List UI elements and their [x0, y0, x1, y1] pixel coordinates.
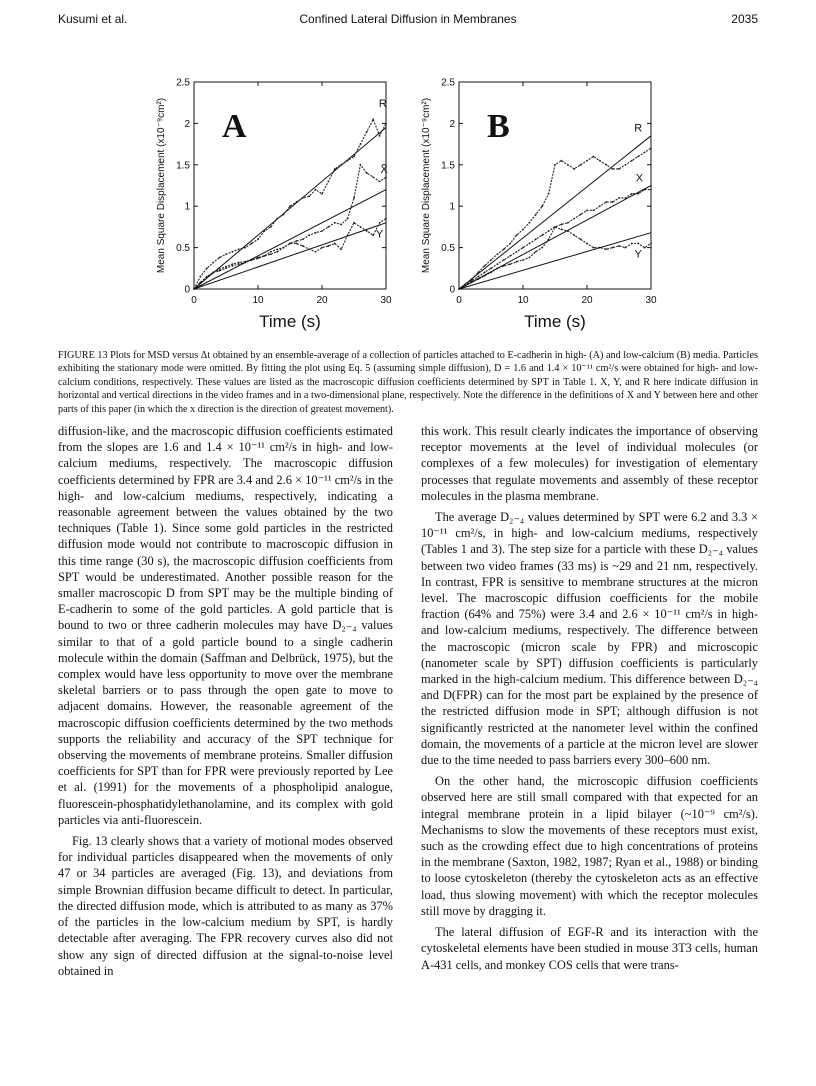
data-point [567, 222, 569, 224]
y-tick-label: 0.5 [441, 243, 455, 255]
y-tick-label: 0 [184, 284, 190, 296]
data-point [225, 267, 227, 269]
data-point [225, 266, 227, 268]
data-point [554, 226, 556, 228]
data-point [321, 193, 323, 195]
data-point [586, 160, 588, 162]
data-point [529, 243, 531, 245]
data-point [580, 164, 582, 166]
data-point [618, 197, 620, 199]
data-point [612, 168, 614, 170]
data-point [593, 209, 595, 211]
data-point [503, 248, 505, 250]
data-point [219, 257, 221, 259]
data-point [238, 248, 240, 250]
data-point [334, 243, 336, 245]
data-point [541, 234, 543, 236]
data-point [580, 238, 582, 240]
paragraph: this work. This result clearly indicates the importance of observing receptor movements at the level of individual molecules (or complexes of a few molecules) for investigation of elementary processes that regulate movements and assembly of these receptor molecules in the plasma membrane. [421, 424, 758, 503]
data-point [385, 123, 387, 125]
data-point [232, 251, 234, 253]
data-point [637, 243, 639, 245]
series-label-y: Y [375, 228, 384, 241]
data-point [490, 267, 492, 269]
data-point [232, 263, 234, 265]
data-point [302, 245, 304, 247]
data-point [522, 247, 524, 249]
data-point [573, 234, 575, 236]
figure-13-panel-b [405, 72, 665, 342]
data-point [270, 251, 272, 253]
data-point [353, 197, 355, 199]
data-point [554, 164, 556, 166]
data-point [366, 230, 368, 232]
page-number: 2035 [731, 12, 758, 26]
data-point [573, 218, 575, 220]
data-point [270, 253, 272, 255]
data-point [509, 263, 511, 265]
fit-line [194, 128, 386, 290]
data-point [522, 228, 524, 230]
data-point [509, 243, 511, 245]
data-point [328, 226, 330, 228]
data-point [586, 209, 588, 211]
data-point [328, 180, 330, 182]
body-column-right [421, 423, 758, 973]
panel-label: B [487, 108, 510, 145]
data-point [289, 243, 291, 245]
data-point [497, 253, 499, 255]
data-point [340, 248, 342, 250]
data-point [516, 261, 518, 263]
data-point [509, 255, 511, 257]
x-tick-label: 0 [456, 295, 462, 306]
data-point [593, 156, 595, 158]
data-point [516, 234, 518, 236]
data-point [644, 247, 646, 249]
data-point [541, 205, 543, 207]
data-point [264, 255, 266, 257]
series-line-y [459, 227, 651, 289]
data-point [200, 276, 202, 278]
data-point [535, 238, 537, 240]
data-point [360, 164, 362, 166]
data-point [522, 259, 524, 261]
data-point [251, 243, 253, 245]
data-point [353, 156, 355, 158]
data-point [561, 160, 563, 162]
data-point [340, 224, 342, 226]
data-point [586, 243, 588, 245]
data-point [484, 272, 486, 274]
data-point [477, 276, 479, 278]
x-tick-label: 20 [581, 295, 593, 306]
data-point [296, 243, 298, 245]
data-point [541, 247, 543, 249]
y-tick-label: 2.5 [176, 77, 190, 89]
fit-line [459, 136, 651, 289]
data-point [232, 265, 234, 267]
paragraph: The lateral diffusion of EGF-R and its interaction with the cytoskeletal elements have been studied in mouse 3T3 cells, human A-431 cells, and monkey COS cells that were trans- [421, 925, 758, 972]
data-point [270, 226, 272, 228]
data-point [372, 118, 374, 120]
data-point [625, 247, 627, 249]
data-point [347, 218, 349, 220]
data-point [302, 238, 304, 240]
y-axis-label: Mean Square Displacement (x10⁻⁹cm²) [156, 97, 167, 274]
body-column-left [58, 423, 393, 979]
data-point [529, 222, 531, 224]
y-tick-label: 1 [449, 201, 455, 213]
series-label-y: Y [634, 248, 642, 261]
figure-13-panel-a [140, 72, 400, 342]
series-label-r: R [634, 122, 643, 135]
data-point [548, 193, 550, 195]
data-point [379, 135, 381, 137]
x-tick-label: 30 [380, 295, 392, 306]
y-tick-label: 0 [449, 284, 455, 296]
y-tick-label: 2 [449, 118, 455, 130]
data-point [334, 222, 336, 224]
panel-label: A [222, 108, 247, 145]
data-point [567, 164, 569, 166]
data-point [529, 257, 531, 259]
data-point [308, 234, 310, 236]
data-point [650, 243, 652, 245]
data-point [296, 240, 298, 242]
data-point [593, 247, 595, 249]
data-point [618, 168, 620, 170]
data-point [238, 262, 240, 264]
data-point [225, 253, 227, 255]
data-point [276, 251, 278, 253]
data-point [212, 262, 214, 264]
data-point [618, 245, 620, 247]
y-axis-label: Mean Square Displacement (x10⁻⁹cm²) [421, 97, 432, 274]
data-point [490, 259, 492, 261]
data-point [315, 232, 317, 234]
data-point [580, 214, 582, 216]
y-tick-label: 2 [184, 118, 190, 130]
series-label-r: R [378, 97, 387, 110]
series-line-y [194, 219, 386, 289]
data-point [605, 201, 607, 203]
data-point [599, 160, 601, 162]
paragraph: diffusion-like, and the macroscopic diffusion coefficients estimated from the slopes are 1.6 and 1.4 × 10⁻¹¹ cm²/s in high- and low-calcium mediums, respectively. The macroscopic diffusion coefficients determined by FPR are 3.4 and 2.6 × 10⁻¹¹ cm²/s in the high- and low-calcium mediums, respectively, indicating a reasonable agreement between the values obtained by the two techniques (Table 1). Since some gold particles in the restricted diffusion mode would not contribute to macroscopic diffusion in this time range (30 s), the macroscopic diffusion coefficients from SPT would be underestimated. Another possible reason for the smaller macroscopic D from SPT may be the multiple binding of E-cadherin to some of the gold particles. A gold particle that is bound to two or three cadherin molecules may have D₂₋₄ values similar to that of a gold particle bound to a single cadherin molecule within the domain (Saffman and Delbrück, 1975), but the complex would have less opportunity to move over the membrane skeletal barriers or to pass through the open gate to move to adjacent domains. However, the reasonable agreement of the macroscopic diffusion coefficients determined by the two methods supports the reliability and accuracy of the SPT technique for observing the movements of membrane proteins. Smaller diffusion coefficients for SPT than for FPR were previously reported by Lee et al. (1991) for the movements of a phospholipid analogue, fluorescein-phosphatidylethanolamine, and its complex with gold particles via anti-fluorescein. [58, 424, 393, 827]
data-point [353, 222, 355, 224]
data-point [561, 224, 563, 226]
data-point [631, 193, 633, 195]
data-point [219, 270, 221, 272]
figure-caption: FIGURE 13 Plots for MSD versus Δt obtained by an ensemble-average of a collection of particles attached to E-cadherin in high- (A) and low-calcium (B) media. Particles exhibiting the stationary mode were omitted. By fitting the plot using Eq. 5 (assuming simple diffusion), D = 1.6 and 1.4 × 10⁻¹¹ cm²/s were obtained for high- and low-calcium conditions, respectively. These values are listed as the macroscopic diffusion coefficients determined by SPT in Table 1. X, Y, and R here indicate diffusion in horizontal and vertical directions in the video frames and in a two-dimensional plane, respectively. Note the difference in the definitions of X and Y between here and other parts of this paper (in which the x direction is the direction of greatest movement). [58, 350, 758, 415]
paragraph: Fig. 13 clearly shows that a variety of motional modes observed for individual particles disappeared when the movements of only 47 or 34 particles are averaged (Fig. 13), and deviations from simple Brownian diffusion became difficult to detect. In particular, the directed diffusion mode, which is attributed to as many as 37% of the particles in the low-calcium medium by SPT, is hardly detectable after averaging. The FPR recovery curves also did not show any sign of directed diffusion at the signal-to-noise level obtained in [58, 834, 393, 978]
data-point [516, 251, 518, 253]
data-point [379, 180, 381, 182]
data-point [276, 248, 278, 250]
data-point [321, 247, 323, 249]
paragraph: On the other hand, the microscopic diffusion coefficients observed here are still small compared with that expected for an integral membrane protein in a lipid bilayer (~10⁻⁹ cm²/s). Mechanisms to slow the movements of these receptors must exist, such as the crowding effect due to high concentrations of proteins in the membrane (Saxton, 1982, 1987; Ryan et al., 1988) or binding to loose cytoskeleton (thereby the cytoskeleton acts as an effective load, thus slowing movement) with which the receptor molecules still move by dragging it. [421, 774, 758, 918]
data-point [605, 248, 607, 250]
x-axis-label: Time (s) [524, 312, 586, 331]
data-point [650, 147, 652, 149]
series-label-x: X [380, 164, 388, 177]
x-tick-label: 20 [316, 295, 328, 306]
data-point [637, 156, 639, 158]
y-tick-label: 0.5 [176, 243, 190, 255]
fit-line [194, 223, 386, 289]
data-point [308, 195, 310, 197]
fit-line [459, 233, 651, 289]
data-point [366, 172, 368, 174]
data-point [328, 245, 330, 247]
y-tick-label: 1 [184, 201, 190, 213]
data-point [631, 160, 633, 162]
data-point [612, 247, 614, 249]
data-point [206, 267, 208, 269]
data-point [385, 176, 387, 178]
x-tick-label: 10 [252, 295, 264, 306]
data-point [548, 230, 550, 232]
data-point [379, 222, 381, 224]
y-tick-label: 1.5 [176, 160, 190, 172]
data-point [612, 201, 614, 203]
series-label-x: X [635, 172, 644, 185]
data-point [535, 214, 537, 216]
data-point [503, 259, 505, 261]
x-tick-label: 30 [645, 295, 657, 306]
data-point [366, 131, 368, 133]
data-point [257, 257, 259, 259]
data-point [573, 168, 575, 170]
data-point [599, 205, 601, 207]
data-point [372, 234, 374, 236]
fit-line [194, 190, 386, 289]
x-tick-label: 0 [191, 295, 197, 306]
data-point [372, 176, 374, 178]
data-point [650, 189, 652, 191]
data-point [484, 265, 486, 267]
data-point [625, 164, 627, 166]
x-tick-label: 10 [517, 295, 529, 306]
data-point [315, 189, 317, 191]
running-head-authors: Kusumi et al. [58, 12, 128, 26]
fit-line [459, 186, 651, 290]
data-point [257, 238, 259, 240]
data-point [315, 251, 317, 253]
data-point [321, 230, 323, 232]
data-point [385, 218, 387, 220]
series-line-r [459, 148, 651, 289]
data-point [535, 251, 537, 253]
data-point [631, 243, 633, 245]
data-point [289, 205, 291, 207]
y-tick-label: 1.5 [441, 160, 455, 172]
data-point [561, 228, 563, 230]
x-axis-label: Time (s) [259, 312, 321, 331]
data-point [283, 247, 285, 249]
data-point [605, 164, 607, 166]
paragraph: The average D₂₋₄ values determined by SPT were 6.2 and 3.3 × 10⁻¹¹ cm²/s, in high- and low-calcium mediums, respectively (Tables 1 and 3). The step size for a particle with these D₂₋₄ values between two video frames (33 ms) is ~29 and 21 nm, respectively. In contrast, FPR is sensitive to membrane structures at the micron level. The macroscopic diffusion coefficients for the mobile fraction (64% and 75%) were 3.4 and 2.6 × 10⁻¹¹ cm²/s in high- and low-calcium mediums, respectively. The difference between the macroscopic (micron scale by FPR) and microscopic (nanometer scale by SPT) diffusion coefficients is particularly marked in the high-calcium medium. This difference between D₂₋₄ and D(FPR) can for the most part be explained by the presence of the restricted diffusion mode in SPT; although diffusion is not significantly restricted at the nanometer level within the confined domain, the movements of a particle at the micron level are slower due to the time needed to pass barriers every 300–600 nm. [421, 510, 758, 768]
running-head-title: Confined Lateral Diffusion in Membranes [299, 12, 517, 26]
data-point [644, 151, 646, 153]
data-point [238, 263, 240, 265]
data-point [360, 226, 362, 228]
data-point [360, 143, 362, 145]
series-line-x [194, 165, 386, 289]
data-point [497, 263, 499, 265]
y-tick-label: 2.5 [441, 77, 455, 89]
